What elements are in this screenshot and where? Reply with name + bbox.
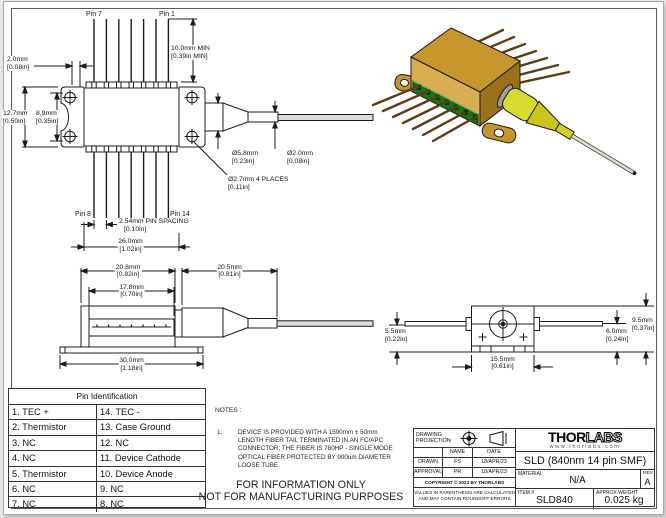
dim-30mm-label: 30.0mm [1.18in] — [119, 357, 144, 372]
projection-cell: DRAWING PROJECTION — [414, 429, 515, 448]
dim-boot-dia-label: Ø2.0mm [0.08in] — [287, 150, 314, 165]
dim-15-5mm-label: 15.5mm [0.61in] — [490, 355, 515, 370]
pin-table-title: Pin Identification — [9, 389, 205, 405]
end-view-leads-right — [540, 322, 603, 327]
approval-header-row: NAME DATE — [414, 448, 515, 458]
table-row: 7. NC 8. NC — [9, 497, 205, 511]
approval-row: APPROVAL PR 18/APR/23 — [414, 468, 515, 478]
side-view-snout — [182, 308, 223, 337]
dim-hole-dia-label: Ø2.7mm 4 PLACES [0.11in] — [228, 176, 289, 191]
dim-pin-spacing-label: 2.54mm PIN SPACING [0.10in] — [119, 218, 189, 233]
top-view-fiber — [278, 115, 373, 121]
values-disclaimer: VALUES IN PARENTHESIS ARE CALCULATED AND MAY CONTAIN ROUNDOFF ERRORS — [414, 490, 515, 502]
pin-identification-table — [8, 388, 206, 508]
table-row: 3. NC 12. NC — [9, 436, 205, 451]
dim-9-5mm-label: 9.5mm [0.37in] — [632, 317, 655, 332]
for-information-only-notice: FOR INFORMATION ONLY NOT FOR MANUFACTURING PURPOSES — [198, 479, 404, 503]
title-block-right — [516, 429, 654, 506]
dim-2mm-offset-label: 2.0mm [0.08in] — [7, 56, 30, 71]
dim-pin-length-label: 10.0mm MIN [0.39in MIN] — [171, 45, 210, 60]
drawing-title: SLD (840nm 14 pin SMF) — [516, 452, 654, 470]
dim-20-5mm-label: 20.5mm [0.81in] — [217, 263, 242, 278]
top-view-pins-bottom — [94, 152, 168, 218]
pin14-label: Pin 14 — [170, 211, 190, 218]
fiber-cable — [571, 134, 635, 175]
note-number: 1. — [217, 429, 223, 436]
rev-cell: REV A — [640, 470, 654, 488]
top-view-snout — [205, 103, 223, 131]
title-block — [413, 428, 655, 507]
dim-8-9mm-label: 8.9mm [0.35in] — [36, 110, 59, 125]
rev-value: A — [644, 477, 651, 487]
dim-snout-dia-label: Ø5.8mm [0.23in] — [232, 150, 259, 165]
table-row: 2. Thermistor 13. Case Ground — [9, 420, 205, 435]
side-view-fiber — [277, 321, 373, 327]
third-angle-projection-icon — [457, 430, 511, 447]
table-row: 5. Thermistor 10. Device Anode — [9, 467, 205, 482]
pin1-label: Pin 1 — [159, 11, 175, 18]
pin7-label: Pin 7 — [86, 11, 102, 18]
end-view-leads-left — [405, 322, 466, 327]
dim-26mm-label: 26.0mm [1.02in] — [118, 238, 143, 253]
isometric-3d-view — [373, 28, 643, 185]
top-view-body — [84, 88, 179, 146]
notes-heading: NOTES : — [215, 407, 242, 414]
thorlabs-logo: THORLABS www.thorlabs.com — [516, 430, 654, 452]
item-number: SLD840 — [536, 495, 573, 506]
table-row: 6. NC 9. NC — [9, 482, 205, 497]
table-row: 1. TEC + 14. TEC - — [9, 405, 205, 420]
dim-5-5mm-label: 5.5mm [0.22in] — [385, 328, 408, 343]
dim-12-7mm-label: 12.7mm [0.50in] — [3, 110, 28, 125]
thorlabs-url: www.thorlabs.com — [549, 444, 621, 450]
top-view-pins-top — [94, 19, 168, 82]
weight-value: 0.025 kg — [604, 495, 644, 506]
note-text: DEVICE IS PROVIDED WITH A 1500mm ± 50mm LENGTH FIBER TAIL TERMINATED IN AN FC/APC CONNECTOR; THE FIBER IS 780HP - SINGLE MODE OPTICAL FIBER PROTECTED BY 900um DIAMETER LOOSE TUBE. — [238, 429, 393, 469]
table-row: 4. NC 11. Device Cathode — [9, 451, 205, 466]
dim-17-8mm-label: 17.8mm [0.70in] — [119, 283, 144, 298]
dim-20-8mm-label: 20.8mm [0.82in] — [115, 263, 141, 278]
title-block-left — [414, 429, 516, 506]
item-cell: ITEM # SLD840 APPROX WEIGHT 0.025 kg — [516, 489, 654, 508]
side-view-base — [60, 347, 203, 353]
drawn-row: DRAWN FS 18/APR/23 — [414, 458, 515, 468]
material-cell: MATERIAL N/A REV A — [518, 471, 653, 487]
pin8-label: Pin 8 — [75, 211, 91, 218]
copyright-line: COPYRIGHT © 2023 BY THORLABS — [414, 478, 515, 488]
dim-6mm-label: 6.0mm [0.24in] — [606, 328, 629, 343]
weight-cell: APPROX WEIGHT 0.025 kg — [593, 489, 654, 508]
material-value: N/A — [569, 475, 586, 486]
